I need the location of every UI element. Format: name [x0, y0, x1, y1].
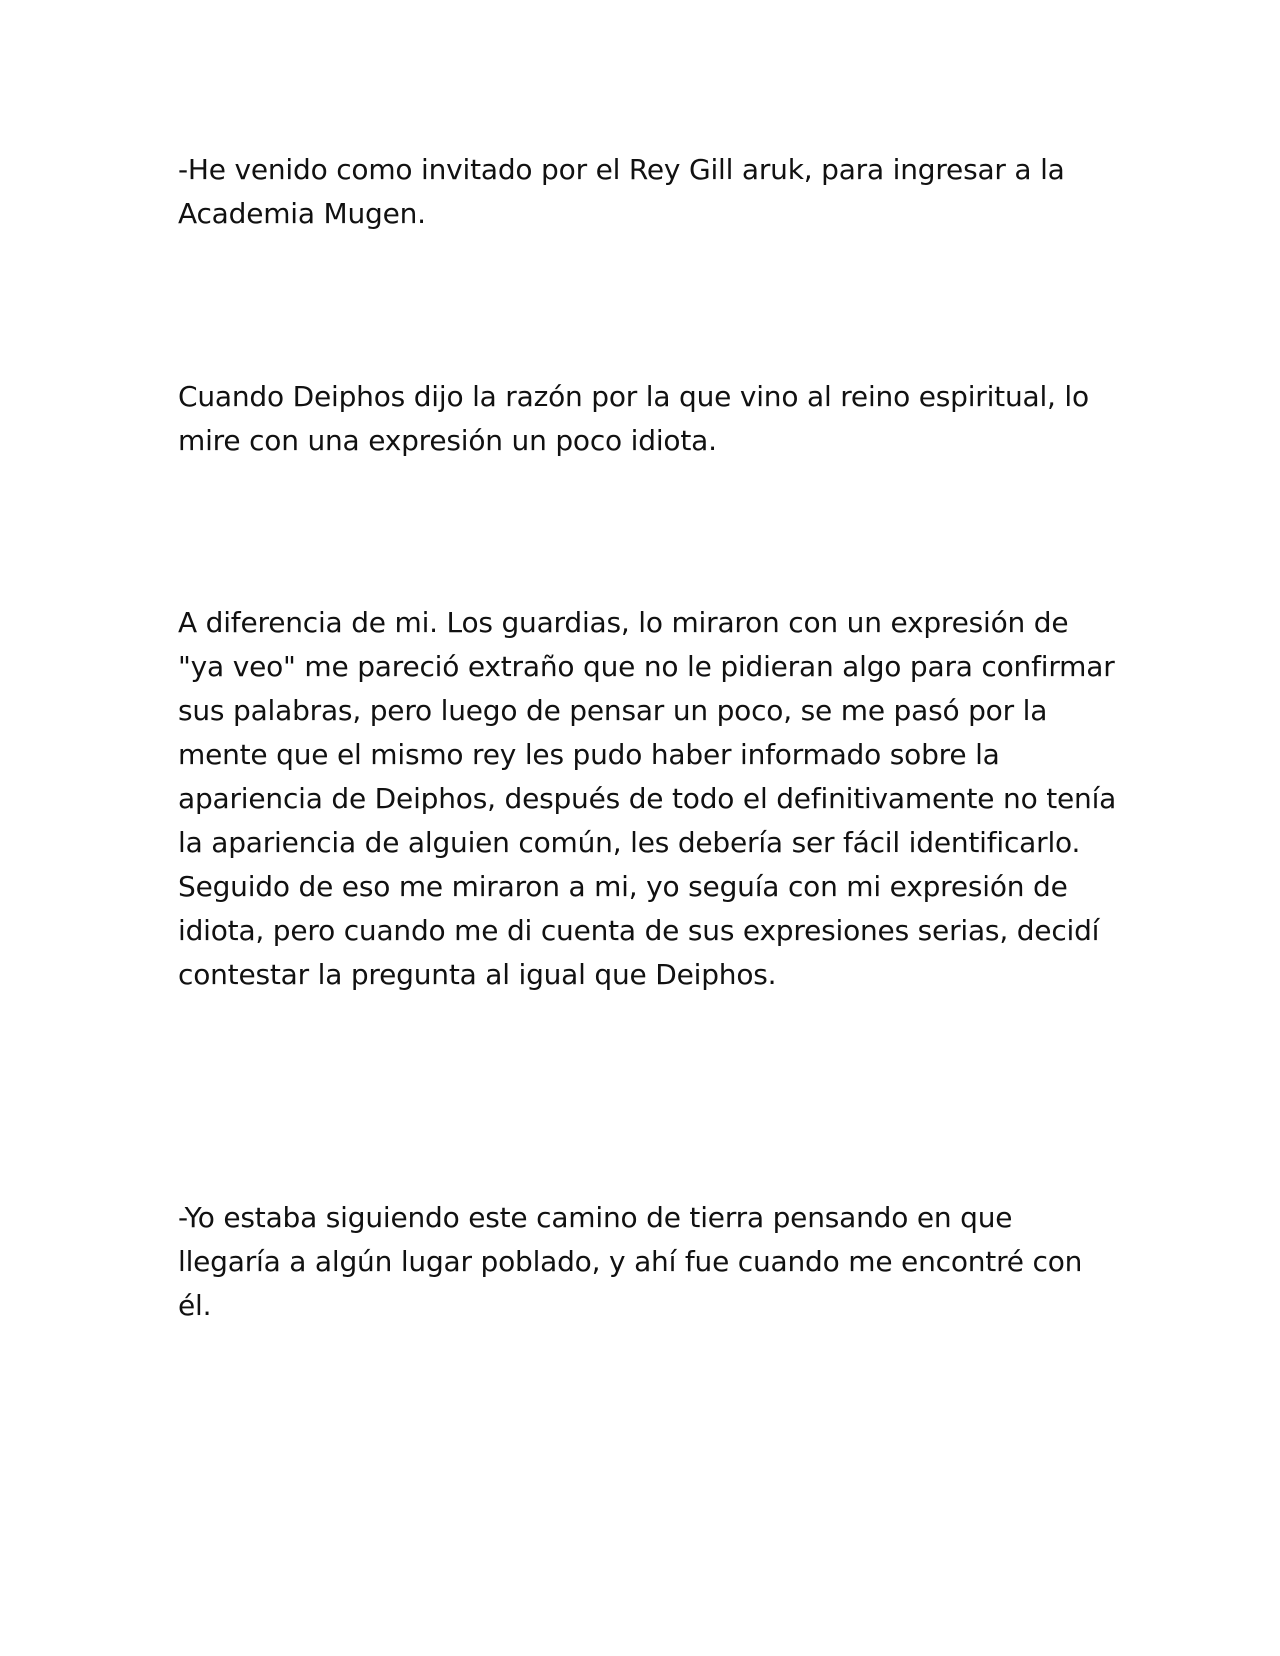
paragraph-2: Cuando Deiphos dijo la razón por la que vino al reino espiritual, lo mire con una expresión un poco idiota.: [178, 380, 1089, 457]
paragraph-1: -He venido como invitado por el Rey Gill aruk, para ingresar a la Academia Mugen.: [178, 153, 1065, 230]
paragraph-4: -Yo estaba siguiendo este camino de tierra pensando en que llegaría a algún lugar poblado, y ahí fue cuando me encontré con él.: [178, 1201, 1083, 1322]
paragraph-3: A diferencia de mi. Los guardias, lo miraron con un expresión de "ya veo" me pareció extraño que no le pidieran algo para confirmar sus palabras, pero luego de pensar un poco, se me pasó por la mente que el mismo rey les pudo haber informado sobre la apariencia de Deiphos, después de todo el definitivamente no tenía la apariencia de alguien común, les debería ser fácil identificarlo. Seguido de eso me miraron a mi, yo seguía con mi expresión de idiota, pero cuando me di cuenta de sus expresiones serias, decidí contestar la pregunta al igual que Deiphos.: [178, 606, 1117, 991]
